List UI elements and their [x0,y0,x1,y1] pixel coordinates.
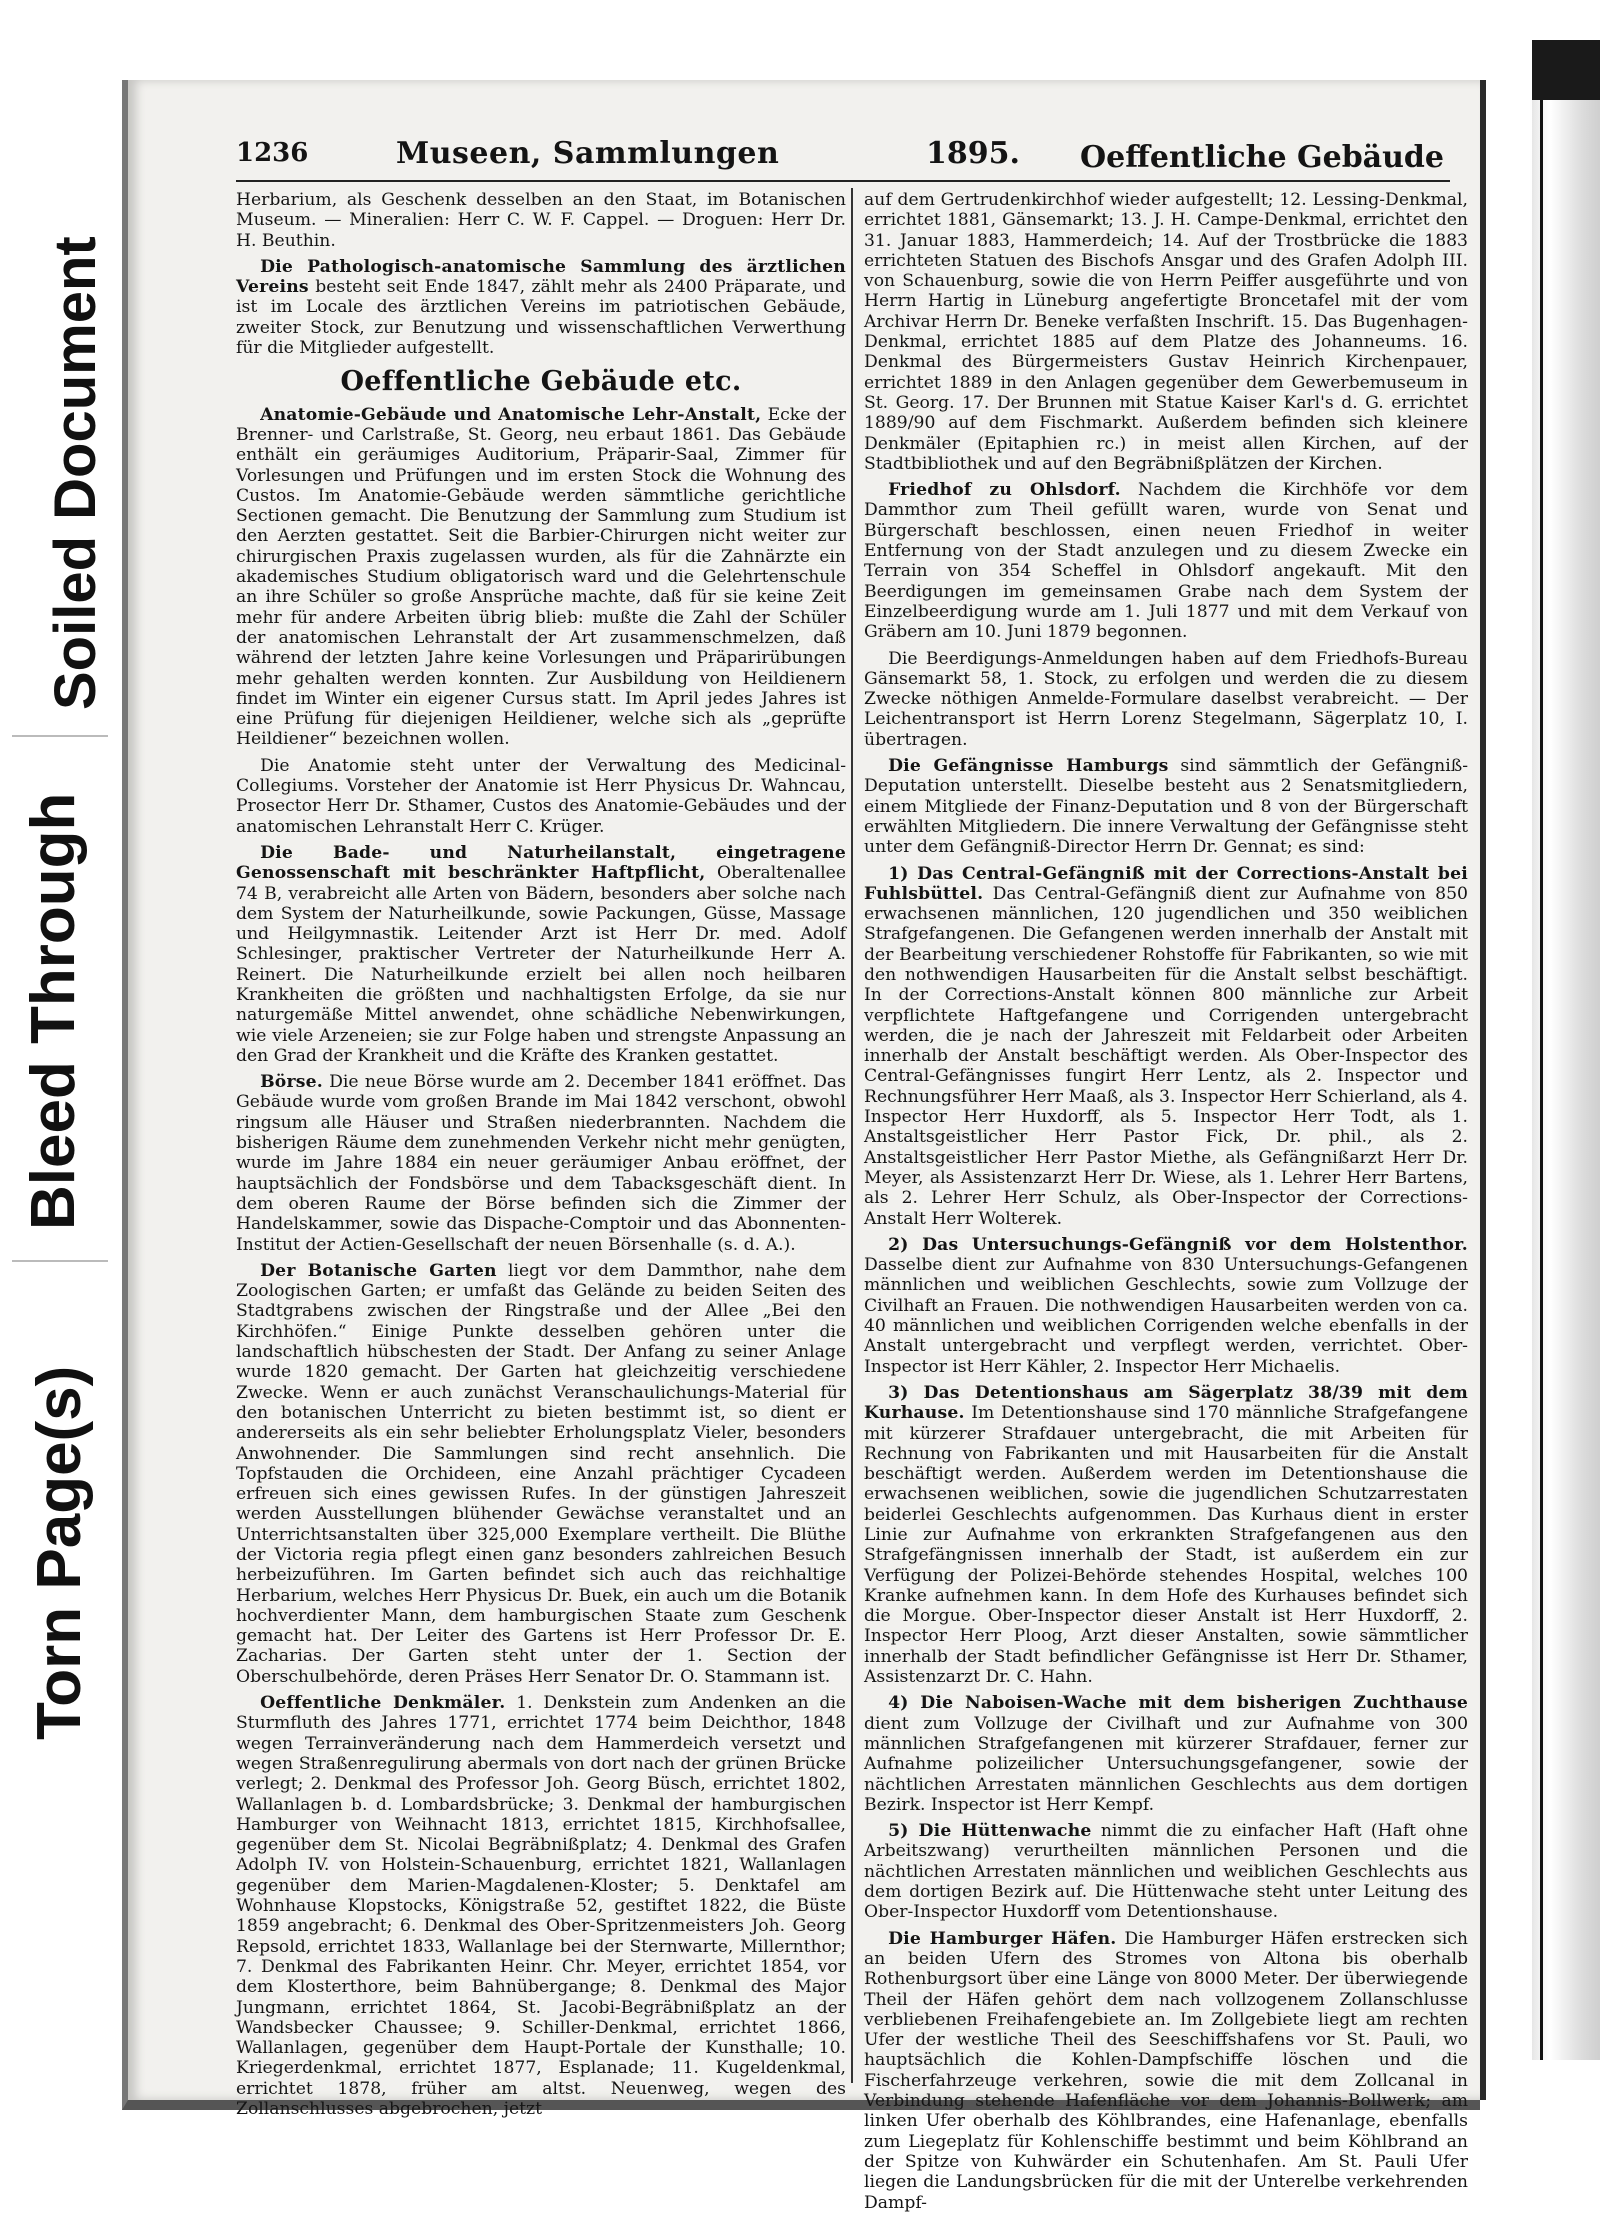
entry-text: nimmt die zu einfacher Haft (Haft ohne Arbeitszwang) verurtheilten männlichen Personen und die nächtlichen Arrestaten männlichen und weiblichen Geschlechts aus dem dortigen Bezirk auf. Die Hüttenwache steht unter Leitung des Ober-Inspector Huxdorff vom Detentionshause. [864,1821,1469,1923]
running-year: 1895. [926,136,1020,171]
page-header [236,136,1450,182]
entry-text: besteht seit Ende 1847, zählt mehr als 2400 Präparate, und ist im Locale des ärztlichen Vereins im patriotischen Gebäude, zweiter Stock, zur Benutzung und wissenschaftlichen Verwerthung für die Mitglieder aufgestellt. [236,277,846,359]
paragraph: auf dem Gertrudenkirchhof wieder aufgestellt; 12. Lessing-Denkmal, errichtet 1881, Gänsemarkt; 13. J. H. Campe-Denkmal, errichtet den 31. Januar 1883, Hammerdeich; 14. Auf der Trostbrücke die 1883 errichteten Statuen des Bischofs Ansgar und des Grafen Adolph III. von Schauenburg, sowie die von Herrn Peiffer ausgeführte und von Herrn Hartig in Lüneburg angefertigte Broncetafel mit der vom Archivar Herrn Dr. Beneke verfaßten Inschrift. 15. Das Bugenhagen-Denkmal, errichtet 1885 auf dem Platze des Johanneums. 16. Denkmal des Bürgermeisters Gustav Heinrich Kirchenpauer, errichtet 1889 in den Anlagen gegenüber dem Gewerbemuseum in St. Georg. 17. Der Brunnen mit Statue Kaiser Karl's d. G. errichtet 1889/90 auf dem Fischmarkt. Außerdem befinden sich kleinere Denkmäler (Epitaphien rc.) in meist allen Kirchen, auf der Stadtbibliothek und auf den Begräbnißplätzen der Kirchen. [864,190,1468,474]
scanned-page [122,80,1480,2213]
bleed-through-label: Bleed Through [19,792,88,1230]
entry-text: Das Central-Gefängniß dient zur Aufnahme von 850 erwachsenen männlichen, 120 jugendlichen und 350 weiblichen Strafgefangenen. Die Gefangenen werden innerhalb der Anstalt mit der Bearbeitung verschiedener Rohstoffe für Fabrikanten, so wie mit den nothwendigen Hausarbeiten für die Anstalt selbst beschäftigt. In der Corrections-Anstalt können 800 männliche zur Arbeit verpflichtete Haftgefangene und Corrigenden untergebracht werden, die je nach der Jahreszeit mit Feldarbeit oder Arbeiten innerhalb der Anstalt beschäftigt werden. Als Ober-Inspector des Central-Gefängnisses fungirt Herr Lentz, als 2. Inspector und Rechnungsführer Herr Maaß, als 3. Inspector Herr Schierland, als 4. Inspector Herr Huxdorff, als 5. Inspector Herr Todt, als 1. Anstaltsgeistlicher Herr Pastor Fick, Dr. phil., als 2. Anstaltsgeistlicher Herr Pastor Miethe, als Gefängnißarzt Herr Dr. Meyer, als Assistenzarzt Herr Dr. Wiese, als 1. Lehrer Herr Bartens, als 2. Lehrer Herr Schulz, als Ober-Inspector der Corrections-Anstalt Herr Wolterek. [864,883,1468,1229]
left-column [236,190,846,2125]
entry-lead: Die Bade- und Naturheilanstalt, eingetragene Genossenschaft mit beschränkter Haftpflicht, [236,842,846,884]
entry-text: Nachdem die Kirchhöfe vor dem Dammthor zum Theil gefüllt waren, wurde von Senat und Bürgerschaft beschlossen, einen neuen Friedhof in weiter Entfernung von der Stadt anzulegen und zu diesem Zwecke ein Terrain von 354 Scheffel in Ohlsdorf angekauft. Mit den Beerdigungen im gemeinsamen Grabe nach dem System der Einzelbeerdigung wurde am 1. Juli 1877 und mit dem Verkauf von Gräbern am 10. Juni 1879 begonnen. [864,480,1468,643]
label-divider [12,735,108,737]
paragraph [864,756,1468,857]
paragraph [236,843,846,1066]
entry-text: Im Detentionshause sind 170 männliche Strafgefangene mit kürzerer Strafdauer untergebracht, die mit Arbeiten für Rechnung von Fabrikanten und mit Hausarbeiten für die Anstalt beschäftigt werden. Außerdem werden im Detentionshause die erwachsenen weiblichen, sowie die jugendlichen Schutzarrestaten beiderlei Geschlechts aufgenommen. Das Kurhaus dient in erster Linie zur Aufnahme von erkrankten Strafgefangenen aus den Strafgefängnissen innerhalb der Stadt, ist außerdem ein zur Verfügung der Polizei-Behörde stehendes Hospital, welches 100 Kranke aufnehmen kann. In dem Hofe des Kurhauses befindet sich die Morgue. Ober-Inspector dieser Anstalt ist Herr Huxdorff, 2. Inspector Herr Ploog, Arzt dieser Anstalten, sowie sämmtlicher innerhalb der Stadt befindlicher Gefängnisse ist Herr Dr. Sthamer, Assistenzarzt Dr. C. Hahn. [864,1403,1468,1688]
scan-label-strip [0,0,120,2177]
entry-lead: Friedhof zu Ohlsdorf. [888,480,1121,501]
column-divider [851,188,853,2083]
paragraph [864,1383,1468,1687]
entry-text: Ecke der Brenner- und Carlstraße, St. Georg, neu erbaut 1861. Das Gebäude enthält ein geräumiges Auditorium, Präparir-Saal, Zimmer für Vorlesungen und Prüfungen und im ersten Stock die Wohnung des Custos. Im Anatomie-Gebäude werden sämmtliche gerichtliche Sectionen gemacht. Die Benutzung der Sammlung zum Studium ist den Aerzten gestattet. Seit die Barbier-Chirurgen nicht weiter zur chirurgischen Praxis zugelassen wurden, als für die Zahnärzte ein akademisches Studium obligatorisch ward und die Gelehrtenschule an ihre Schüler so große Ansprüche machte, daß für sie keine Zeit mehr für andere Arbeiten übrig blieb: mußte die Zahl der Schüler der anatomischen Lehranstalt der Art zusammenschmelzen, daß während der letzten Jahre keine Vorlesungen und Präparirübungen mehr gehalten werden konnten. Zur Ausbildung von Heildienern findet im Winter ein eigener Cursus statt. Im April jedes Jahres ist eine Prüfung für diejenigen Heildiener, welche sich als „geprüfte Heildiener“ bezeichnen wollen. [236,404,846,750]
entry-lead: Der Botanische Garten [260,1260,497,1281]
scan-edge-line [1540,100,1543,2060]
paragraph [236,257,846,358]
paragraph [236,1693,846,2119]
entry-lead: Die Hamburger Häfen. [888,1928,1117,1949]
subentry-lead: 3) Das Detentionshaus am Sägerplatz 38/39 mit dem Kurhause. [864,1382,1468,1424]
paragraph [864,1693,1468,1815]
torn-pages-label: Torn Page(s) [25,1365,94,1740]
entry-lead: Die Pathologisch-anatomische Sammlung des ärztlichen Vereins [236,256,846,298]
entry-text: Die Hamburger Häfen erstrecken sich an beiden Ufern des Stromes von Altona bis oberhalb Rothenburgsort über eine Länge von 8000 Meter. Der überwiegende Theil der Häfen gehört dem nach vollzogenem Zollanschlusse verbliebenen Freihafengebiete an. Im Zollgebiete liegt am rechten Ufer der westliche Theil des Seeschiffshafens vor St. Pauli, wo hauptsächlich die Kohlen-Dampfschiffe löschen und die Fischerfahrzeuge verkehren, sowie die mit dem Zollcanal in Verbindung stehende Hafenfläche vor dem Johannis-Bollwerk; am linken Ufer oberhalb des Köhlbrandes, eine Hafenanlage, ebenfalls zum Liegeplatz für Kohlenschiffe bestimmt und beim Köhlbrand an der Spitze von Kuhwärder ein Schutenhafen. Am St. Pauli Ufer liegen die Landungsbrücken für die mit der Unterelbe verkehrenden Dampf- [864,1928,1468,2213]
paragraph [864,864,1468,1229]
paragraph [864,1821,1468,1922]
paragraph [864,480,1468,642]
paragraph [236,405,846,750]
entry-lead: Oeffentliche Denkmäler. [260,1693,506,1714]
paragraph [236,1261,846,1687]
page-number: 1236 [236,138,309,168]
entry-lead: Börse. [260,1072,323,1093]
entry-lead: Anatomie-Gebäude und Anatomische Lehr-Anstalt, [260,404,762,425]
entry-text: Dasselbe dient zur Aufnahme von 830 Untersuchungs-Gefangenen männlichen und weiblichen Geschlechts, sowie zum Vollzuge der Civilhaft an Frauen. Die nothwendigen Hausarbeiten werden von ca. 40 männlichen und weiblichen Corrigenden welche ebenfalls in der Anstalt untergebracht und verpflegt werden, verrichtet. Ober-Inspector ist Herr Kähler, 2. Inspector Herr Michaelis. [864,1255,1468,1377]
label-divider [12,1260,108,1262]
subentry-lead: 2) Das Untersuchungs-Gefängniß vor dem Holstenthor. [888,1234,1468,1255]
subentry-lead: 1) Das Central-Gefängniß mit der Corrections-Anstalt bei Fuhlsbüttel. [864,863,1468,904]
running-section: Oeffentliche Gebäude [1080,140,1444,175]
paragraph [236,1072,846,1255]
entry-lead: Die Gefängnisse Hamburgs [888,756,1169,777]
entry-text: dient zum Vollzuge der Civilhaft und zur Aufnahme von 300 männlichen Strafgefangenen mit kürzerer Strafdauer, ferner zur Aufnahme polizeilicher Untersuchungsgefangener, sowie der nächtlichen Arrestaten männlichen Geschlechts aus dem dortigen Bezirk. Inspector ist Herr Kempf. [864,1713,1468,1815]
entry-text: liegt vor dem Dammthor, nahe dem Zoologischen Garten; er umfaßt das Gelände zu beiden Seiten des Stadtgrabens zwischen der Ringstraße und der Allee „Bei den Kirchhöfen.“ Einige Punkte desselben gehören unter die landschaftlich hübschesten der Stadt. Der Anfang zu seiner Anlage wurde 1820 gemacht. Der Garten hat gleichzeitig verschiedene Zwecke. Wenn er auch zunächst Veranschaulichungs-Material für den botanischen Unterricht zu bieten bestimmt ist, so dient er andererseits als ein sehr beliebter Erholungsplatz Vieler, besonders Anwohnender. Die Sammlungen sind recht ansehnlich. Die Topfstauden die Orchideen, eine Anzahl prächtiger Cycadeen erfreuen sich eines gewissen Rufes. In der günstigen Jahreszeit werden Ausstellungen blühender Gewächse veranstaltet und an Unterrichtsanstalten über 325,000 Exemplare vertheilt. Die Blüthe der Victoria regia pflegt einen ganz besonders zahlreichen Besuch herbeizuführen. Im Garten befindet sich auch das reichhaltige Herbarium, welches Herr Physicus Dr. Buek, ein auch um die Botanik hochverdienter Mann, dem hamburgischen Staate zum Geschenk gemacht hat. Der Leiter des Gartens ist Herr Professor Dr. E. Zacharias. Der Garten steht unter der 1. Section der Oberschulbehörde, deren Präses Herr Senator Dr. O. Stammann ist. [236,1260,847,1687]
soiled-document-label: Soiled Document [43,236,108,710]
subentry-lead: 5) Die Hüttenwache [888,1821,1092,1842]
scan-edge-right [1532,40,1600,2060]
subentry-lead: 4) Die Naboisen-Wache mit dem bisherigen Zuchthause [888,1693,1468,1714]
paragraph: Herbarium, als Geschenk desselben an den Staat, im Botanischen Museum. — Mineralien: Herr C. W. F. Cappel. — Droguen: Herr Dr. H. Beuthin. [236,190,846,251]
entry-text: sind sämmtlich der Gefängniß-Deputation unterstellt. Dieselbe besteht aus 2 Senatsmitgliedern, einem Mitgliede der Finanz-Deputation und 8 von der Bürgerschaft erwählten Mitgliedern. Die innere Verwaltung der Gefängnisse steht unter dem Gefängniß-Director Herrn Dr. Gennat; es sind: [864,756,1468,858]
paragraph [864,1235,1468,1377]
entry-text: Die neue Börse wurde am 2. December 1841 eröffnet. Das Gebäude wurde vom großen Brande im Mai 1842 verschont, obwohl ringsum alle Häuser und Straßen niederbrannten. Nachdem die bisherigen Räume dem zunehmenden Verkehr nicht mehr genügten, wurde im Jahre 1884 ein neuer geräumiger Anbau eröffnet, der hauptsächlich der Fondsbörse und dem Tabacksgeschäft dient. In dem oberen Raume der Börse befinden sich die Zimmer der Handelskammer, sowie das Dispache-Comptoir und das Abonnenten-Institut der Actien-Gesellschaft der neuen Börsenhalle (s. d. A.). [236,1072,846,1255]
right-column [864,190,1468,2219]
section-heading: Oeffentliche Gebäude etc. [340,366,742,398]
entry-text: 1. Denkstein zum Andenken an die Sturmfluth des Jahres 1771, errichtet 1774 beim Deichthor, 1848 wegen Terrainveränderung nach dem Hammerdeich versetzt und wegen Straßenregulirung abermals von dort nach der grünen Brücke verlegt; 2. Denkmal des Professor Joh. Georg Büsch, errichtet 1802, Wallanlagen b. d. Lombardsbrücke; 3. Denkmal der hamburgischen Hamburger von Weihnacht 1813, errichtet 1815, Kirchhofsallee, gegenüber dem St. Nicolai Begräbnißplatz; 4. Denkmal des Grafen Adolph IV. von Holstein-Schauenburg, errichtet 1821, Wallanlagen gegenüber dem Marien-Magdalenen-Kloster; 5. Denktafel am Wohnhause Klopstocks, Königstraße 52, gestiftet 1822, die Büste 1859 angebracht; 6. Denkmal des Ober-Spritzenmeisters Joh. Georg Repsold, errichtet 1833, Wallanlage bei der Sternwarte, Millernthor; 7. Denkmal des Fabrikanten Heinr. Chr. Meyer, errichtet 1854, vor dem Klosterthore, beim Bahnübergange; 8. Denkmal des Major Jungmann, errichtet 1864, St. Jacobi-Begräbnißplatz an der Wandsbecker Chaussee; 9. Schiller-Denkmal, errichtet 1866, Wallanlagen, gegenüber dem Haupt-Portale der Kunsthalle; 10. Kriegerdenkmal, errichtet 1877, Esplanade; 11. Kugeldenkmal, errichtet 1878, früher am altst. Neuenweg, wegen des Zollanschlusses abgebrochen, jetzt [236,1693,846,2120]
running-title: Museen, Sammlungen [396,136,780,171]
entry-text: Oberaltenallee 74 B, verabreicht alle Arten von Bädern, besonders aber solche nach dem System der Naturheilkunde, sowie Packungen, Güsse, Massage und Heilgymnastik. Leitender Arzt ist Herr Dr. med. Adolf Schlesinger, praktischer Vertreter der Naturheilkunde Herr A. Reinert. Die Naturheilkunde erzielt bei allen noch heilbaren Krankheiten die größten und nachhaltigsten Erfolge, da sie nur naturgemäße Mittel anwendet, ohne schädliche Nebenwirkungen, wie viele Arzeneien; sie zur Folge haben und strengste Anpassung an den Grad der Krankheit und die Kräfte des Kranken gestattet. [236,863,846,1066]
paragraph [864,1929,1468,2213]
paragraph: Die Beerdigungs-Anmeldungen haben auf dem Friedhofs-Bureau Gänsemarkt 58, 1. Stock, zu erfolgen und werden die zu diesem Zwecke nöthigen Anmelde-Formulare daselbst verabreicht. — Der Leichentransport ist Herrn Lorenz Stegelmann, Sägerplatz 10, I. übertragen. [864,648,1468,750]
paragraph: Die Anatomie steht unter der Verwaltung des Medicinal-Collegiums. Vorsteher der Anatomie ist Herr Physicus Dr. Wahncau, Prosector Herr Dr. Sthamer, Custos des Anatomie-Gebäudes und der anatomischen Lehranstalt Herr C. Krüger. [236,755,846,837]
